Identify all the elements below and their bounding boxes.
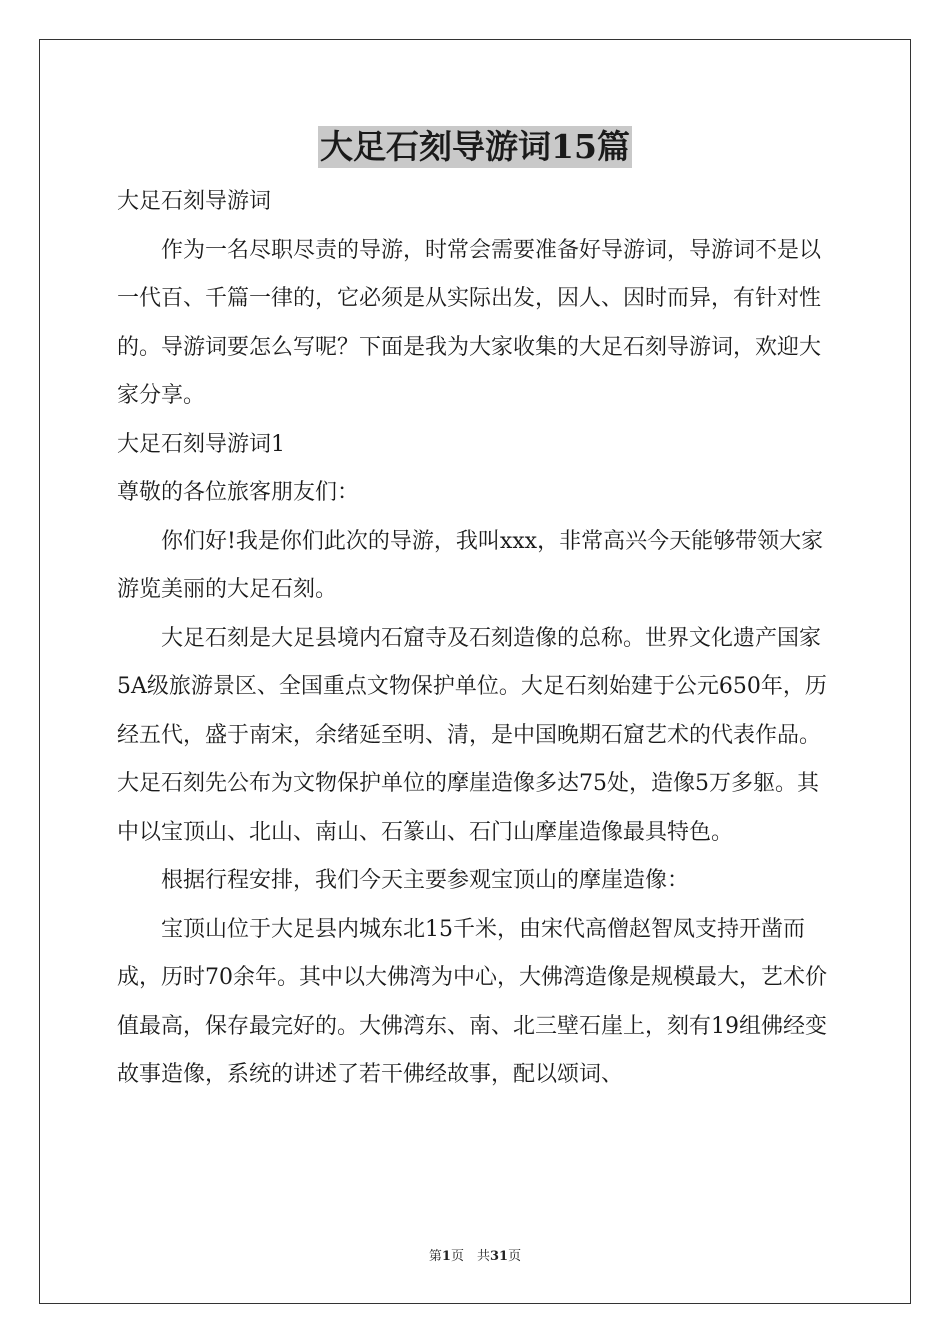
document-body bbox=[117, 178, 835, 1100]
paragraph: 大足石刻导游词 bbox=[117, 189, 272, 214]
paragraph: 大足石刻导游词1 bbox=[117, 431, 285, 457]
page-footer bbox=[0, 1248, 950, 1266]
paragraph: 根据行程安排，我们今天主要参观宝顶山的摩崖造像： bbox=[161, 868, 690, 893]
paragraph: 大足石刻是大足县境内石窟寺及石刻造像的总称。世界文化遗产国家5A级旅游景区、全国重点文物保护单位。大足石刻始建于公元650年，历经五代，盛于南宋，余绪延至明、清，是中国晚期石窟艺术的代表作品。大足石刻先公布为文物保护单位的摩崖造像多达75处，造像5万多躯。其中以宝顶山、北山、南山、石篆山、石门山摩崖造像最具特色。 bbox=[117, 625, 827, 845]
title-container bbox=[0, 126, 950, 168]
paragraph: 尊敬的各位旅客朋友们： bbox=[117, 480, 360, 505]
footer-page-total: 31 bbox=[489, 1249, 509, 1264]
footer-page-current: 1 bbox=[441, 1249, 451, 1264]
footer-suffix: 页 bbox=[508, 1249, 522, 1264]
paragraph: 作为一名尽职尽责的导游，时常会需要准备好导游词，导游词不是以一代百、千篇一律的，它必须是从实际出发，因人、因时而异，有针对性的。导游词要怎么写呢？下面是我为大家收集的大足石刻导游词，欢迎大家分享。 bbox=[117, 237, 822, 408]
footer-mid: 页 共 bbox=[450, 1249, 490, 1264]
document-title: 大足石刻导游词15篇 bbox=[320, 127, 630, 166]
paragraph: 你们好!我是你们此次的导游，我叫xxx，非常高兴今天能够带领大家游览美丽的大足石刻。 bbox=[117, 528, 824, 602]
footer-prefix: 第 bbox=[428, 1249, 442, 1264]
paragraph: 宝顶山位于大足县内城东北15千米，由宋代高僧赵智凤支持开凿而成，历时70余年。其中以大佛湾为中心，大佛湾造像是规模最大，艺术价值最高，保存最完好的。大佛湾东、南、北三壁石崖上，刻有19组佛经变故事造像，系统的讲述了若干佛经故事，配以颂词、 bbox=[117, 916, 827, 1087]
